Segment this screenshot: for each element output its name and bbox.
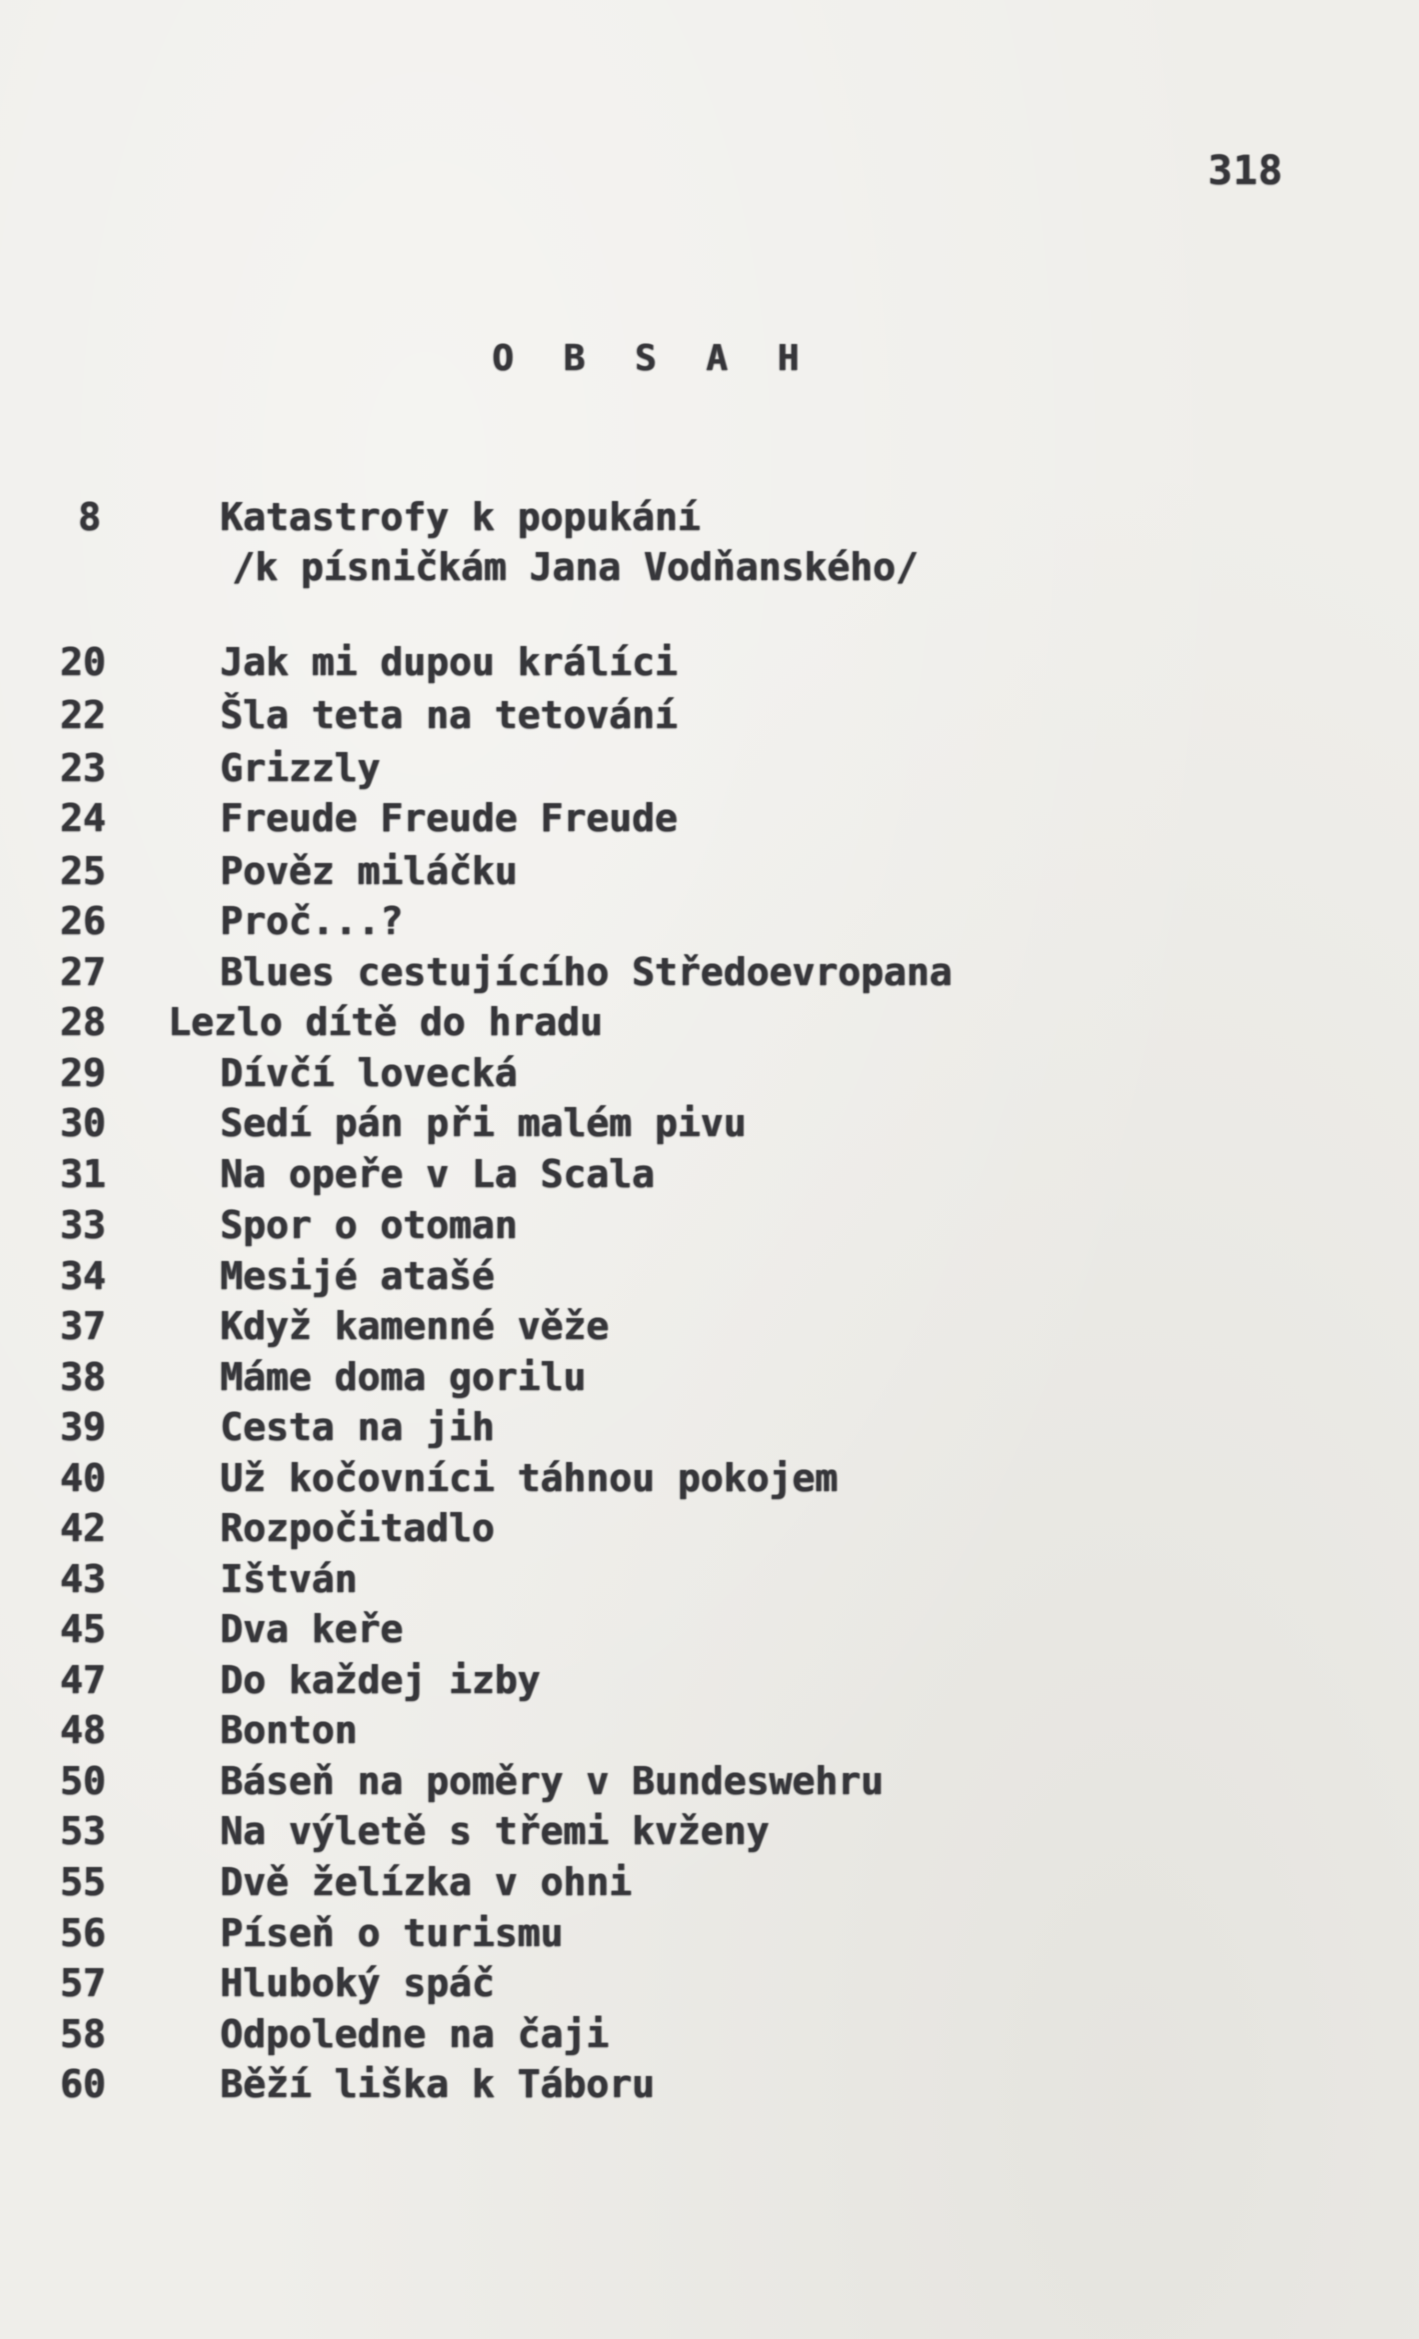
toc-page-number: 25 bbox=[60, 849, 106, 893]
toc-page-number: 8 bbox=[78, 495, 101, 539]
toc-title: Píseň o turismu bbox=[220, 1911, 564, 1955]
page-number: 318 bbox=[1208, 148, 1284, 194]
toc-title: Odpoledne na čaji bbox=[220, 2012, 609, 2056]
toc-title: Cesta na jih bbox=[220, 1405, 495, 1449]
toc-title: Šla teta na tetování bbox=[220, 693, 678, 737]
toc-title: Sedí pán při malém pivu bbox=[220, 1101, 747, 1145]
toc-page-number: 30 bbox=[60, 1101, 106, 1145]
toc-title: Do každej izby bbox=[220, 1658, 541, 1702]
toc-page-number: 43 bbox=[60, 1557, 106, 1601]
toc-page-number: 58 bbox=[60, 2012, 106, 2056]
toc-title: Katastrofy k popukání bbox=[220, 495, 701, 539]
toc-page-number: 33 bbox=[60, 1203, 106, 1247]
toc-page-number: 29 bbox=[60, 1051, 106, 1095]
toc-title: Freude Freude Freude bbox=[220, 796, 678, 840]
toc-page-number: 48 bbox=[60, 1708, 106, 1752]
toc-page-number: 57 bbox=[60, 1961, 106, 2005]
toc-page-number: 60 bbox=[60, 2062, 106, 2106]
toc-title: Spor o otoman bbox=[220, 1203, 518, 1247]
toc-title: Ištván bbox=[220, 1557, 358, 1601]
toc-page-number: 42 bbox=[60, 1506, 106, 1550]
toc-title: Dvě želízka v ohni bbox=[220, 1860, 632, 1904]
toc-page-number: 34 bbox=[60, 1254, 106, 1298]
toc-title: Mesijé atašé bbox=[220, 1254, 495, 1298]
toc-title: Hluboký spáč bbox=[220, 1961, 495, 2005]
toc-title: Grizzly bbox=[220, 746, 381, 790]
toc-title: Blues cestujícího Středoevropana bbox=[220, 950, 953, 994]
toc-page-number: 26 bbox=[60, 899, 106, 943]
toc-page-number: 47 bbox=[60, 1658, 106, 1702]
toc-title: Pověz miláčku bbox=[220, 849, 518, 893]
toc-page-number: 38 bbox=[60, 1355, 106, 1399]
toc-title: Dívčí lovecká bbox=[220, 1051, 518, 1095]
toc-title: Bonton bbox=[220, 1708, 358, 1752]
toc-page-number: 23 bbox=[60, 746, 106, 790]
toc-page-number: 45 bbox=[60, 1607, 106, 1651]
toc-page-number: 39 bbox=[60, 1405, 106, 1449]
toc-title: Už kočovníci táhnou pokojem bbox=[220, 1456, 838, 1500]
toc-page-number: 40 bbox=[60, 1456, 106, 1500]
toc-title: /k písničkám Jana Vodňanského/ bbox=[232, 545, 919, 589]
toc-page-number: 31 bbox=[60, 1152, 106, 1196]
toc-title: Báseň na poměry v Bundeswehru bbox=[220, 1759, 884, 1803]
toc-page-number: 50 bbox=[60, 1759, 106, 1803]
toc-page-number: 53 bbox=[60, 1809, 106, 1853]
toc-title: Běží liška k Táboru bbox=[220, 2062, 655, 2106]
toc-page-number: 27 bbox=[60, 950, 106, 994]
toc-page-number: 28 bbox=[60, 1000, 106, 1044]
toc-title: Rozpočitadlo bbox=[220, 1506, 495, 1550]
toc-page-number: 24 bbox=[60, 796, 106, 840]
toc-page-number: 56 bbox=[60, 1911, 106, 1955]
toc-title: Když kamenné věže bbox=[220, 1304, 609, 1348]
toc-title: Na opeře v La Scala bbox=[220, 1152, 655, 1196]
toc-title: Máme doma gorilu bbox=[220, 1355, 587, 1399]
toc-page-number: 37 bbox=[60, 1304, 106, 1348]
toc-title: Proč...? bbox=[220, 899, 404, 943]
toc-page-number: 20 bbox=[60, 640, 106, 684]
toc-title: Jak mi dupou králíci bbox=[220, 640, 678, 684]
contents-heading: O B S A H bbox=[492, 338, 814, 379]
toc-title: Lezlo dítě do hradu bbox=[168, 1000, 603, 1044]
toc-page-number: 22 bbox=[60, 693, 106, 737]
toc-title: Na výletě s třemi kvženy bbox=[220, 1809, 770, 1853]
toc-title: Dva keře bbox=[220, 1607, 404, 1651]
toc-page-number: 55 bbox=[60, 1860, 106, 1904]
